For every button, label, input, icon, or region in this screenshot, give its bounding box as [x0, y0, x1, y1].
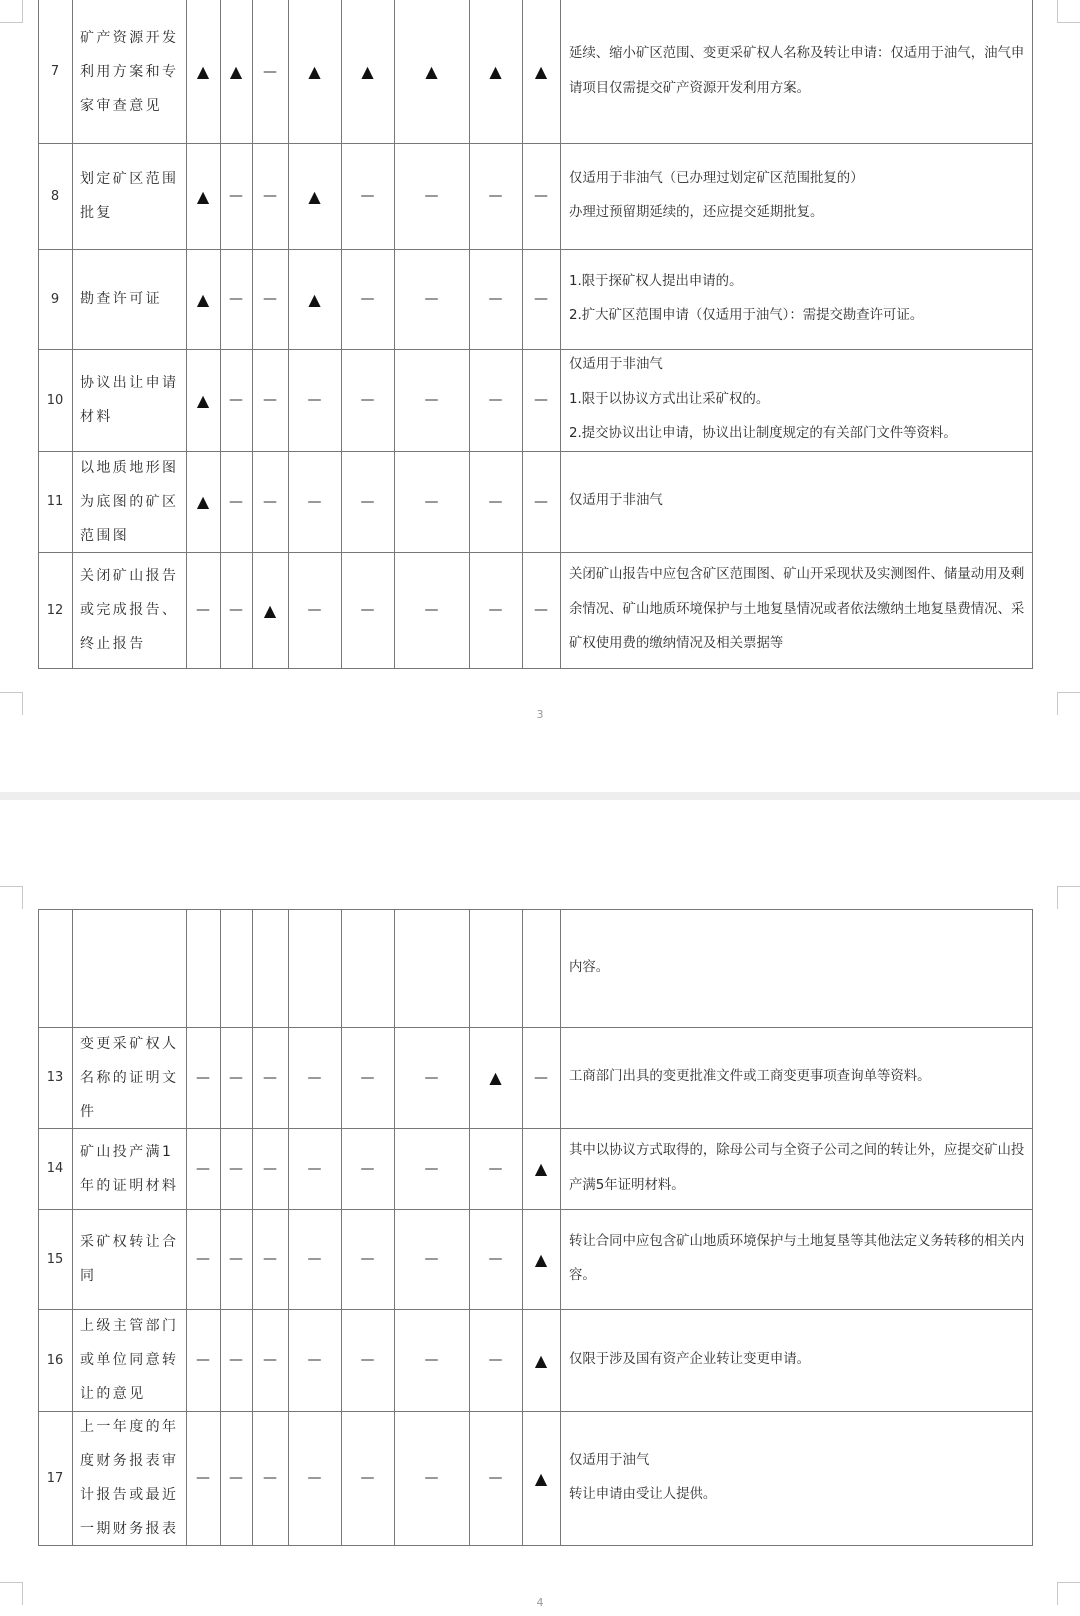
requirement-mark — [288, 1128, 341, 1209]
triangle-icon: ▲ — [534, 1159, 548, 1178]
requirement-mark — [522, 0, 560, 143]
requirement-mark — [186, 0, 220, 143]
dash-mark: — — [488, 1470, 503, 1486]
requirement-mark — [220, 909, 252, 1027]
dash-mark: — — [360, 1470, 375, 1486]
requirement-mark — [522, 909, 560, 1027]
requirement-mark — [186, 1209, 220, 1309]
requirement-mark — [288, 909, 341, 1027]
material-name: 上一年度的年度财务报表审计报告或最近一期财务报表 — [80, 1419, 179, 1537]
row-number: 7 — [50, 64, 60, 79]
crop-mark — [0, 886, 23, 909]
requirement-mark — [252, 0, 288, 143]
requirement-mark — [469, 1411, 522, 1545]
dash-mark: — — [196, 1251, 210, 1267]
requirement-mark — [469, 1309, 522, 1411]
requirement-mark — [469, 1209, 522, 1309]
requirement-mark — [341, 451, 394, 552]
dash-mark: — — [263, 1470, 277, 1486]
triangle-icon: ▲ — [425, 62, 438, 81]
dash-mark: — — [229, 602, 243, 618]
remark-line: 2.扩大矿区范围申请（仅适用于油气）：需提交勘查许可证。 — [569, 308, 924, 323]
requirement-mark — [220, 0, 252, 143]
dash-mark: — — [360, 291, 375, 307]
triangle-icon: ▲ — [534, 1350, 548, 1370]
dash-mark: — — [488, 493, 503, 510]
dash-mark: — — [307, 1251, 322, 1267]
dash-mark: — — [263, 493, 277, 510]
row-number: 15 — [46, 1251, 64, 1267]
requirement-mark — [394, 1128, 469, 1209]
dash-mark: — — [229, 392, 243, 408]
dash-mark: — — [360, 493, 375, 510]
requirement-mark — [252, 1027, 288, 1128]
requirement-mark — [394, 451, 469, 552]
table-rule — [38, 668, 1032, 669]
requirement-mark — [186, 552, 220, 668]
table-rule — [1032, 909, 1033, 1546]
dash-mark: — — [360, 602, 375, 618]
triangle-icon: ▲ — [308, 289, 321, 309]
triangle-icon: ▲ — [361, 62, 374, 81]
requirement-mark — [186, 349, 220, 451]
remark-line: 内容。 — [569, 959, 610, 975]
dash-mark: — — [488, 1251, 503, 1267]
requirement-mark — [341, 1209, 394, 1309]
remark-line: 延续、缩小矿区范围、变更采矿权人名称及转让申请：仅适用于油气，油气申请项目仅需提交矿产资源开发利用方案。 — [569, 46, 1025, 96]
triangle-icon: ▲ — [534, 62, 548, 81]
material-name: 关闭矿山报告或完成报告、终止报告 — [80, 568, 179, 652]
dash-mark: — — [263, 1352, 277, 1368]
crop-mark — [1057, 0, 1080, 23]
remark-cell — [560, 1027, 1032, 1128]
dash-mark: — — [534, 602, 548, 618]
triangle-icon: ▲ — [196, 492, 210, 511]
requirement-mark — [186, 909, 220, 1027]
remark-line: 仅适用于非油气（已办理过划定矿区范围批复的） — [569, 170, 864, 186]
requirement-mark — [220, 1411, 252, 1545]
requirement-mark — [252, 909, 288, 1027]
requirement-mark — [394, 349, 469, 451]
dash-mark: — — [488, 291, 503, 307]
requirement-mark — [469, 1128, 522, 1209]
dash-mark: — — [229, 1160, 243, 1177]
dash-mark: — — [424, 188, 439, 204]
remark-cell — [560, 349, 1032, 451]
requirement-mark — [220, 349, 252, 451]
material-name: 采矿权转让合同 — [80, 1234, 179, 1284]
dash-mark: — — [229, 1251, 243, 1267]
requirement-mark — [288, 1309, 341, 1411]
requirement-mark — [220, 1209, 252, 1309]
requirement-mark — [394, 909, 469, 1027]
dash-mark: — — [360, 1352, 375, 1368]
dash-mark: — — [488, 1160, 503, 1177]
requirement-mark — [252, 451, 288, 552]
requirement-mark — [522, 451, 560, 552]
requirement-mark — [394, 1309, 469, 1411]
requirement-mark — [522, 1128, 560, 1209]
row-number: 13 — [46, 1070, 64, 1085]
requirement-mark — [220, 552, 252, 668]
page-number: 4 — [536, 1596, 544, 1609]
triangle-icon: ▲ — [308, 62, 321, 81]
requirement-mark — [288, 349, 341, 451]
requirement-mark — [186, 1309, 220, 1411]
material-name: 变更采矿权人名称的证明文件 — [80, 1035, 179, 1120]
requirement-mark — [341, 1128, 394, 1209]
requirement-mark — [252, 1411, 288, 1545]
requirement-mark — [469, 249, 522, 349]
dash-mark: — — [424, 291, 439, 307]
triangle-icon: ▲ — [196, 289, 210, 309]
dash-mark: — — [488, 602, 503, 618]
row-number: 12 — [46, 602, 64, 618]
dash-mark: — — [488, 188, 503, 204]
dash-mark: — — [534, 493, 548, 510]
requirement-mark — [288, 1411, 341, 1545]
dash-mark: — — [534, 291, 548, 307]
requirement-mark — [394, 1209, 469, 1309]
requirement-mark — [341, 1027, 394, 1128]
dash-mark: — — [196, 1160, 210, 1177]
requirement-mark — [220, 249, 252, 349]
remark-line: 关闭矿山报告中应包含矿区范围图、矿山开采现状及实测图件、储量动用及剩余情况、矿山地质环境保护与土地复垦情况或者依法缴纳土地复垦费情况、采矿权使用费的缴纳情况及相关票据等 — [569, 567, 1025, 652]
row-number: 16 — [46, 1352, 64, 1368]
remark-line: 工商部门出具的变更批准文件或工商变更事项查询单等资料。 — [569, 1069, 931, 1085]
row-number: 10 — [46, 392, 64, 408]
dash-mark: — — [307, 1160, 322, 1177]
requirement-mark — [288, 0, 341, 143]
remark-line: 1.限于以协议方式出让采矿权的。 — [569, 391, 770, 407]
remark-line: 转让合同中应包含矿山地质环境保护与土地复垦等其他法定义务转移的相关内容。 — [569, 1233, 1025, 1283]
dash-mark: — — [360, 392, 375, 408]
requirement-mark — [522, 349, 560, 451]
requirement-mark — [341, 552, 394, 668]
remark-cell — [560, 249, 1032, 349]
requirement-mark — [522, 1209, 560, 1309]
table-rule — [38, 1545, 1032, 1546]
row-number — [38, 909, 72, 1027]
triangle-icon: ▲ — [196, 390, 210, 410]
dash-mark: — — [263, 392, 277, 408]
dash-mark: — — [424, 1160, 439, 1177]
requirement-mark — [469, 143, 522, 249]
remark-cell — [560, 1411, 1032, 1545]
requirement-mark — [341, 1309, 394, 1411]
requirement-mark — [341, 349, 394, 451]
requirement-mark — [252, 1128, 288, 1209]
dash-mark: — — [263, 1069, 277, 1086]
requirements-table — [38, 0, 1032, 669]
material-name: 协议出让申请材料 — [80, 375, 179, 425]
requirements-table — [38, 909, 1032, 1546]
requirement-mark — [288, 451, 341, 552]
requirement-mark — [186, 143, 220, 249]
remark-line: 办理过预留期延续的，还应提交延期批复。 — [569, 205, 824, 220]
material-name: 上级主管部门或单位同意转让的意见 — [80, 1318, 179, 1402]
material-name — [72, 909, 186, 1027]
remark-line: 1.限于探矿权人提出申请的。 — [569, 273, 743, 289]
requirement-mark — [220, 143, 252, 249]
dash-mark: — — [307, 1352, 322, 1368]
dash-mark: — — [196, 1470, 210, 1486]
remark-cell — [560, 1128, 1032, 1209]
requirement-mark — [469, 451, 522, 552]
row-number: 8 — [50, 188, 60, 204]
requirement-mark — [469, 552, 522, 668]
dash-mark: — — [196, 1069, 210, 1086]
dash-mark: — — [534, 1069, 548, 1086]
requirement-mark — [288, 143, 341, 249]
dash-mark: — — [424, 493, 439, 510]
dash-mark: — — [229, 1069, 243, 1086]
page-separator — [0, 792, 1080, 800]
requirement-mark — [469, 0, 522, 143]
requirement-mark — [394, 1027, 469, 1128]
requirement-mark — [252, 349, 288, 451]
triangle-icon: ▲ — [308, 186, 321, 206]
triangle-icon: ▲ — [229, 62, 243, 81]
requirement-mark — [394, 143, 469, 249]
dash-mark: — — [424, 1251, 439, 1267]
remark-cell — [560, 451, 1032, 552]
requirement-mark — [394, 552, 469, 668]
requirement-mark — [522, 1027, 560, 1128]
remark-line: 转让申请由受让人提供。 — [569, 1487, 717, 1502]
requirement-mark — [220, 1027, 252, 1128]
dash-mark: — — [307, 1470, 322, 1486]
page-number: 3 — [536, 708, 544, 721]
remark-cell — [560, 0, 1032, 143]
dash-mark: — — [424, 392, 439, 408]
table-rule — [1032, 0, 1033, 669]
requirement-mark — [288, 552, 341, 668]
requirement-mark — [220, 451, 252, 552]
requirement-mark — [186, 1027, 220, 1128]
material-name: 矿产资源开发利用方案和专家审查意见 — [80, 29, 179, 114]
dash-mark: — — [307, 602, 322, 618]
remark-line: 仅适用于非油气 — [569, 357, 663, 373]
requirement-mark — [252, 249, 288, 349]
requirement-mark — [341, 249, 394, 349]
requirement-mark — [394, 0, 469, 143]
dash-mark: — — [263, 188, 277, 204]
dash-mark: — — [263, 63, 277, 80]
material-name: 划定矿区范围批复 — [80, 171, 179, 221]
dash-mark: — — [307, 493, 322, 510]
requirement-mark — [469, 909, 522, 1027]
dash-mark: — — [360, 188, 375, 204]
row-number: 14 — [46, 1161, 64, 1176]
dash-mark: — — [534, 392, 548, 408]
crop-mark — [1057, 886, 1080, 909]
row-number: 17 — [46, 1470, 64, 1486]
dash-mark: — — [229, 291, 243, 307]
triangle-icon: ▲ — [534, 1468, 548, 1488]
dash-mark: — — [263, 1160, 277, 1177]
requirement-mark — [522, 1411, 560, 1545]
dash-mark: — — [229, 1470, 243, 1486]
remark-line: 仅适用于非油气 — [569, 493, 663, 509]
requirement-mark — [394, 249, 469, 349]
requirement-mark — [341, 1411, 394, 1545]
triangle-icon: ▲ — [489, 1068, 502, 1087]
document-page-3 — [0, 0, 1080, 792]
dash-mark: — — [488, 392, 503, 408]
remark-cell — [560, 1209, 1032, 1309]
remark-cell — [560, 1309, 1032, 1411]
requirement-mark — [522, 1309, 560, 1411]
dash-mark: — — [263, 291, 277, 307]
requirement-mark — [220, 1128, 252, 1209]
requirement-mark — [252, 552, 288, 668]
requirement-mark — [186, 451, 220, 552]
dash-mark: — — [424, 602, 439, 618]
requirement-mark — [186, 249, 220, 349]
requirement-mark — [252, 1209, 288, 1309]
requirement-mark — [469, 1027, 522, 1128]
requirement-mark — [186, 1411, 220, 1545]
row-number: 9 — [50, 291, 60, 307]
requirement-mark — [186, 1128, 220, 1209]
requirement-mark — [252, 143, 288, 249]
dash-mark: — — [196, 1352, 210, 1368]
dash-mark: — — [424, 1069, 439, 1086]
material-name: 以地质地形图为底图的矿区范围图 — [80, 459, 179, 544]
requirement-mark — [522, 552, 560, 668]
document-page-4 — [0, 800, 1080, 1616]
remark-line: 2.提交协议出让申请，协议出让制度规定的有关部门文件等资料。 — [569, 426, 957, 442]
triangle-icon: ▲ — [263, 600, 277, 620]
triangle-icon: ▲ — [489, 62, 502, 81]
dash-mark: — — [488, 1352, 503, 1368]
dash-mark: — — [360, 1069, 375, 1086]
requirement-mark — [469, 349, 522, 451]
dash-mark: — — [196, 602, 210, 618]
requirement-mark — [341, 0, 394, 143]
requirement-mark — [522, 249, 560, 349]
dash-mark: — — [534, 188, 548, 204]
dash-mark: — — [307, 1069, 322, 1086]
requirement-mark — [341, 143, 394, 249]
material-name: 勘查许可证 — [80, 291, 162, 307]
requirement-mark — [288, 1027, 341, 1128]
dash-mark: — — [229, 1352, 243, 1368]
requirement-mark — [288, 1209, 341, 1309]
remark-line: 其中以协议方式取得的，除母公司与全资子公司之间的转让外，应提交矿山投产满5年证明材料。 — [569, 1143, 1025, 1193]
dash-mark: — — [424, 1470, 439, 1486]
material-name: 矿山投产满1年的证明材料 — [80, 1143, 179, 1194]
requirement-mark — [341, 909, 394, 1027]
dash-mark: — — [424, 1352, 439, 1368]
dash-mark: — — [360, 1160, 375, 1177]
requirement-mark — [252, 1309, 288, 1411]
dash-mark: — — [229, 188, 243, 204]
crop-mark — [0, 0, 23, 23]
requirement-mark — [220, 1309, 252, 1411]
triangle-icon: ▲ — [196, 186, 210, 206]
dash-mark: — — [229, 493, 243, 510]
requirement-mark — [522, 143, 560, 249]
remark-line: 仅限于涉及国有资产企业转让变更申请。 — [569, 1351, 811, 1367]
dash-mark: — — [360, 1251, 375, 1267]
remark-cell — [560, 909, 1032, 1027]
requirement-mark — [288, 249, 341, 349]
triangle-icon: ▲ — [534, 1249, 548, 1269]
row-number: 11 — [46, 494, 64, 509]
dash-mark: — — [263, 1251, 277, 1267]
remark-cell — [560, 552, 1032, 668]
dash-mark: — — [307, 392, 322, 408]
triangle-icon: ▲ — [196, 62, 210, 81]
requirement-mark — [394, 1411, 469, 1545]
remark-cell — [560, 143, 1032, 249]
remark-line: 仅适用于油气 — [569, 1452, 650, 1468]
